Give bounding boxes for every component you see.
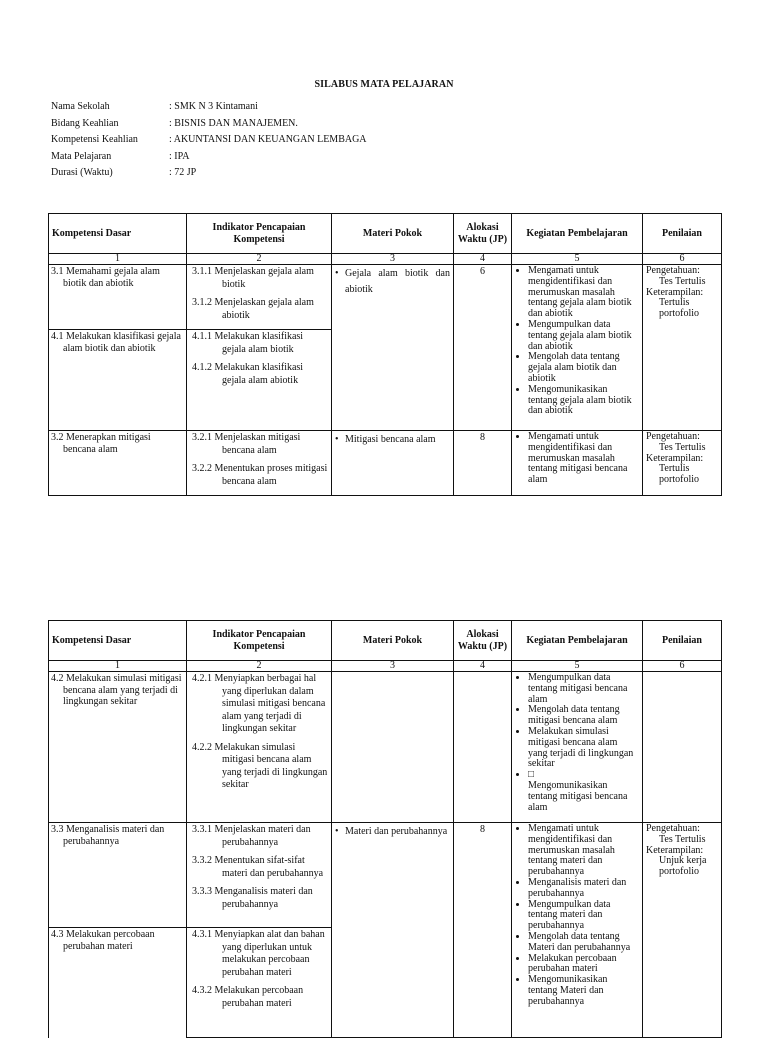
kegiatan-cell — [512, 431, 643, 496]
kegiatan-item: • □ — [528, 770, 639, 781]
indikator-cell — [187, 672, 332, 823]
meta-value: : IPA — [169, 150, 190, 162]
column-number: 3 — [332, 254, 454, 265]
penilaian-label: Keterampilan: — [646, 286, 704, 298]
kegiatan-item: • Melakukan percobaan perubahan materi — [528, 954, 639, 976]
indikator-cell — [187, 823, 332, 928]
materi-cell — [332, 823, 454, 1038]
column-number-row — [49, 661, 722, 672]
header-materi-pokok: Materi Pokok — [332, 214, 454, 254]
header-materi-pokok: Materi Pokok — [332, 621, 454, 661]
kd-cell: 4.3 Melakukan percobaan perubahan materi — [49, 928, 187, 1038]
kegiatan-item: • Mengumpulkan data tentang materi dan perubahannya — [528, 900, 639, 932]
meta-row-duration — [51, 165, 367, 182]
penilaian-value: Tertulis portofolio — [659, 463, 699, 486]
kegiatan-item: • Mengomunikasikan tentang gejala alam biotik dan abiotik — [528, 385, 639, 417]
penilaian-value: Tes Tertulis — [659, 833, 706, 845]
table-row — [49, 265, 722, 330]
bullet-icon: • — [335, 434, 339, 445]
penilaian-cell — [643, 823, 722, 1038]
indikator-item: 3.1.2 Menjelaskan gejala alam abiotik — [192, 297, 314, 321]
penilaian-cell — [643, 265, 722, 431]
indikator-item: 4.3.1 Menyiapkan alat dan bahan yang diperlukan untuk melakukan percobaan perubahan materi — [192, 929, 325, 978]
table-row — [49, 431, 722, 496]
indikator-item: 3.2.1 Menjelaskan mitigasi bencana alam — [192, 432, 301, 456]
column-number-row — [49, 254, 722, 265]
kegiatan-item: • Melakukan simulasi mitigasi bencana alam yang terjadi di lingkungan sekitar — [528, 727, 639, 770]
indikator-item: 4.1.1 Melakukan klasifikasi gejala alam biotik — [192, 331, 304, 355]
kegiatan-item: • Mengumpulkan data tentang gejala alam biotik dan abiotik — [528, 320, 639, 352]
penilaian-label: Pengetahuan: — [646, 431, 700, 442]
header-alokasi-waktu: Alokasi Waktu (JP) — [454, 214, 512, 254]
column-number: 5 — [512, 661, 643, 672]
column-number: 1 — [49, 254, 187, 265]
meta-label: Mata Pelajaran — [51, 150, 112, 162]
column-number: 3 — [332, 661, 454, 672]
header-alokasi-waktu: Alokasi Waktu (JP) — [454, 621, 512, 661]
column-number: 2 — [187, 254, 332, 265]
materi-text: Materi dan perubahannya — [345, 826, 448, 837]
kd-cell: 3.3 Menganalisis materi dan perubahannya — [49, 823, 187, 928]
indikator-item: 3.3.2 Menentukan sifat-sifat materi dan perubahannya — [192, 855, 324, 879]
kd-cell: 4.2 Melakukan simulasi mitigasi bencana alam yang terjadi di lingkungan sekitar — [49, 672, 187, 823]
meta-label: Bidang Keahlian — [51, 117, 119, 129]
meta-row-subject — [51, 149, 367, 166]
kegiatan-item: • Mengolah data tentang Materi dan perubahannya — [528, 932, 639, 954]
meta-label: Durasi (Waktu) — [51, 167, 113, 178]
header-kegiatan: Kegiatan Pembelajaran — [512, 621, 643, 661]
indikator-cell — [187, 431, 332, 496]
column-number: 6 — [643, 254, 722, 265]
column-number: 5 — [512, 254, 643, 265]
penilaian-label: Keterampilan: — [646, 844, 704, 856]
materi-cell — [332, 431, 454, 496]
kegiatan-item: • Mengamati untuk mengidentifikasi dan merumuskan masalah tentang mitigasi bencana alam — [528, 432, 639, 486]
meta-row-school — [51, 99, 367, 116]
page-title: SILABUS MATA PELAJARAN — [314, 79, 454, 90]
indikator-item: 4.2.1 Menyiapkan berbagai hal yang diperlukan dalam simulasi mitigasi bencana alam yang terjadi di lingkungan sekitar — [192, 673, 326, 734]
meta-value: : SMK N 3 Kintamani — [169, 101, 258, 112]
meta-row-competency — [51, 132, 367, 149]
materi-text: Mitigasi bencana alam — [345, 434, 436, 445]
table-header-row — [49, 621, 722, 661]
kd-cell: 4.1 Melakukan klasifikasi gejala alam biotik dan abiotik — [49, 330, 187, 431]
indikator-item: 3.3.3 Menganalisis materi dan perubahannya — [192, 886, 313, 910]
materi-cell — [332, 265, 454, 431]
kegiatan-item-continuation: Mengomunikasikan tentang mitigasi bencana alam — [528, 779, 628, 813]
bullet-icon: • — [335, 268, 339, 279]
table-header-row — [49, 214, 722, 254]
syllabus-table-2 — [48, 620, 722, 1038]
materi-cell — [332, 672, 454, 823]
kd-cell: 3.2 Menerapkan mitigasi bencana alam — [49, 431, 187, 496]
meta-value: : AKUNTANSI DAN KEUANGAN LEMBAGA — [169, 134, 367, 145]
kegiatan-cell — [512, 265, 643, 431]
header-indikator: Indikator Pencapaian Kompetensi — [187, 621, 332, 661]
meta-row-field — [51, 116, 367, 133]
kegiatan-item: • Menganalisis materi dan perubahannya — [528, 878, 639, 900]
jp-cell: 8 — [454, 823, 512, 1038]
meta-label: Nama Sekolah — [51, 101, 110, 112]
meta-value: : 72 JP — [169, 167, 197, 178]
column-number: 4 — [454, 661, 512, 672]
syllabus-table-1 — [48, 213, 722, 496]
column-number: 2 — [187, 661, 332, 672]
kegiatan-item: • Mengolah data tentang mitigasi bencana alam — [528, 705, 639, 727]
indikator-item: 3.3.1 Menjelaskan materi dan perubahannya — [192, 824, 311, 848]
indikator-item: 3.1.1 Menjelaskan gejala alam biotik — [192, 266, 314, 290]
indikator-cell — [187, 928, 332, 1038]
kegiatan-item: • Mengamati untuk mengidentifikasi dan merumuskan masalah tentang gejala alam biotik dan abiotik — [528, 266, 639, 320]
table-row — [49, 823, 722, 928]
header-indikator: Indikator Pencapaian Kompetensi — [187, 214, 332, 254]
header-penilaian: Penilaian — [643, 621, 722, 661]
penilaian-value: Tes Tertulis — [659, 275, 706, 287]
indikator-item: 4.3.2 Melakukan percobaan perubahan materi — [192, 985, 304, 1009]
kegiatan-item: • Mengolah data tentang gejala alam biotik dan abiotik — [528, 352, 639, 384]
penilaian-cell — [643, 431, 722, 496]
bullet-icon: • — [335, 826, 339, 837]
jp-cell: 6 — [454, 265, 512, 431]
kd-cell: 3.1 Memahami gejala alam biotik dan abiotik — [49, 265, 187, 330]
column-number: 6 — [643, 661, 722, 672]
penilaian-value: Tertulis portofolio — [659, 297, 699, 320]
penilaian-label: Keterampilan: — [646, 452, 704, 464]
header-kegiatan: Kegiatan Pembelajaran — [512, 214, 643, 254]
penilaian-value: Unjuk kerja portofolio — [659, 855, 707, 878]
column-number: 4 — [454, 254, 512, 265]
kegiatan-item: • Mengamati untuk mengidentifikasi dan merumuskan masalah tentang materi dan perubahannya — [528, 824, 639, 878]
kegiatan-item: • Mengumpulkan data tentang mitigasi bencana alam — [528, 673, 639, 705]
indikator-item: 4.1.2 Melakukan klasifikasi gejala alam abiotik — [192, 362, 304, 386]
penilaian-value: Tes Tertulis — [659, 441, 706, 453]
column-number: 1 — [49, 661, 187, 672]
indikator-cell — [187, 330, 332, 431]
indikator-item: 3.2.2 Menentukan proses mitigasi bencana alam — [192, 463, 328, 487]
header-kompetensi-dasar: Kompetensi Dasar — [49, 621, 187, 661]
kegiatan-item: • Mengomunikasikan tentang Materi dan perubahannya — [528, 975, 639, 1007]
penilaian-label: Pengetahuan: — [646, 265, 700, 276]
meta-value: : BISNIS DAN MANAJEMEN. — [169, 117, 298, 129]
kegiatan-cell — [512, 672, 643, 823]
penilaian-cell — [643, 672, 722, 823]
jp-cell — [454, 672, 512, 823]
kegiatan-cell — [512, 823, 643, 1038]
indikator-cell — [187, 265, 332, 330]
meta-label: Kompetensi Keahlian — [51, 134, 138, 145]
table-row — [49, 672, 722, 823]
document-metadata — [51, 99, 367, 182]
jp-cell: 8 — [454, 431, 512, 496]
header-penilaian: Penilaian — [643, 214, 722, 254]
materi-text: Gejala alam biotik dan abiotik — [345, 268, 450, 295]
penilaian-label: Pengetahuan: — [646, 823, 700, 834]
indikator-item: 4.2.2 Melakukan simulasi mitigasi bencana alam yang terjadi di lingkungan sekitar — [192, 741, 328, 790]
header-kompetensi-dasar: Kompetensi Dasar — [49, 214, 187, 254]
